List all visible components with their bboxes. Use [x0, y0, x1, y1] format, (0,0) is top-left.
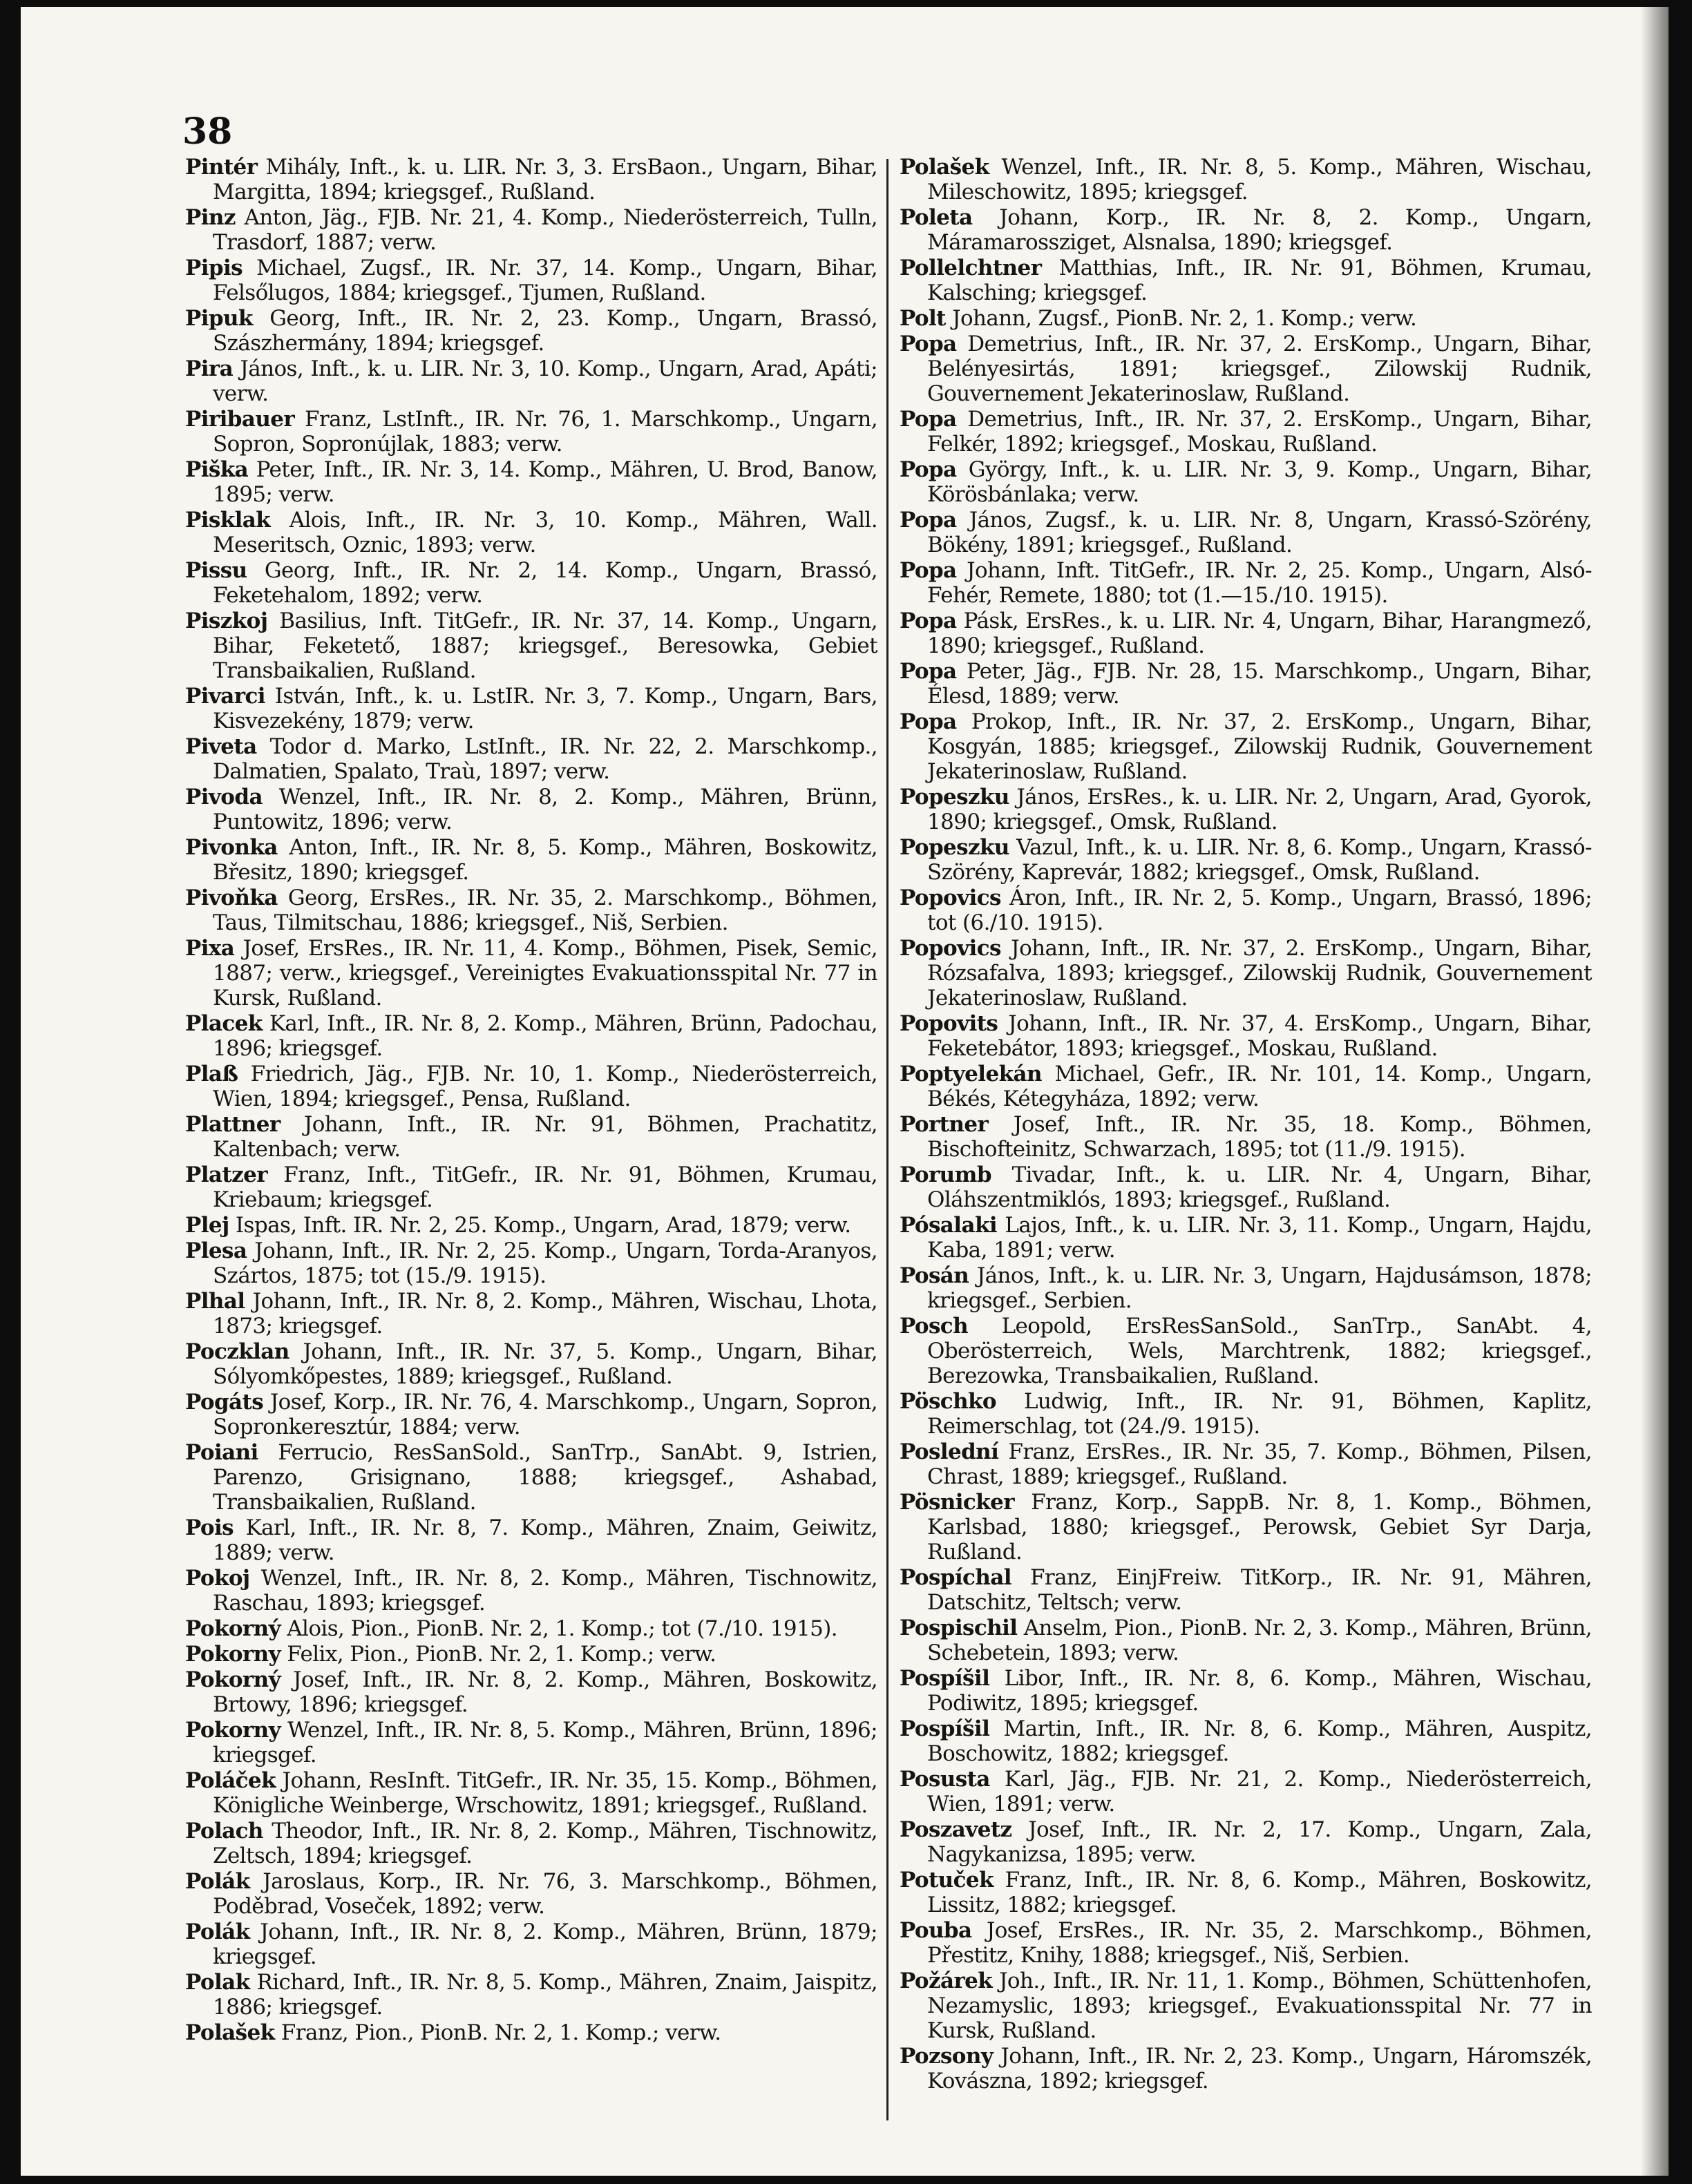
left-column — [185, 155, 877, 2046]
entry-surname: Pozsony — [900, 2044, 994, 2069]
list-entry — [900, 1969, 1592, 2043]
entry-details: Johann, Zugsf., PionB. Nr. 2, 1. Komp.; verw. — [945, 306, 1417, 331]
entry-details: Anselm, Pion., PionB. Nr. 2, 3. Komp., Mähren, Brünn, Schebetein, 1893; verw. — [927, 1616, 1592, 1665]
list-entry — [185, 457, 877, 507]
entry-details: Wenzel, Inft., IR. Nr. 8, 5. Komp., Mähren, Brünn, 1896; kriegsgef. — [213, 1718, 877, 1768]
entry-surname: Poszavetz — [900, 1817, 1012, 1842]
entry-details: Karl, Jäg., FJB. Nr. 21, 2. Komp., Niederösterreich, Wien, 1891; verw. — [927, 1767, 1592, 1817]
entry-surname: Pospíchal — [900, 1565, 1011, 1590]
entry-surname: Pipis — [185, 256, 243, 280]
entry-surname: Piszkoj — [185, 609, 268, 633]
entry-surname: Platzer — [185, 1162, 267, 1187]
list-entry — [185, 1213, 877, 1238]
entry-details: Mihály, Inft., k. u. LIR. Nr. 3, 3. ErsBaon., Ungarn, Bihar, Margitta, 1894; kriegsgef., Rußland. — [213, 155, 877, 204]
entry-surname: Poláček — [185, 1768, 276, 1793]
list-entry — [185, 885, 877, 935]
entry-surname: Popa — [900, 457, 957, 482]
entry-details: Josef, ErsRes., IR. Nr. 35, 2. Marschkomp., Böhmen, Přestitz, Knihy, 1888; kriegsgef., Niš, Serbien. — [927, 1918, 1592, 1968]
entry-surname: Pösnicker — [900, 1490, 1014, 1515]
list-entry — [900, 1162, 1592, 1212]
list-entry — [900, 2044, 1592, 2094]
list-entry — [900, 1565, 1592, 1615]
entry-surname: Popovics — [900, 885, 1001, 910]
entry-details: Franz, Inft., TitGefr., IR. Nr. 91, Böhmen, Krumau, Kriebaum; kriegsgef. — [213, 1162, 877, 1212]
entry-surname: Pipuk — [185, 306, 253, 331]
entry-surname: Popa — [900, 508, 957, 533]
entry-details: Johann, Inft., IR. Nr. 8, 2. Komp., Mähren, Brünn, 1879; kriegsgef. — [213, 1919, 877, 1969]
list-entry — [900, 1439, 1592, 1489]
entry-surname: Plej — [185, 1213, 229, 1238]
list-entry — [185, 835, 877, 885]
entry-surname: Popa — [900, 609, 957, 633]
list-entry — [900, 1616, 1592, 1665]
entry-surname: Popa — [900, 332, 957, 356]
entry-surname: Pokoj — [185, 1566, 250, 1591]
list-entry — [185, 1515, 877, 1565]
entry-surname: Plaß — [185, 1062, 238, 1086]
entry-details: Franz, ErsRes., IR. Nr. 35, 7. Komp., Böhmen, Pilsen, Chrast, 1889; kriegsgef., Rußland. — [927, 1439, 1592, 1489]
list-entry — [900, 1263, 1592, 1313]
list-entry — [900, 508, 1592, 557]
entry-surname: Plhal — [185, 1289, 245, 1314]
entry-details: Peter, Inft., IR. Nr. 3, 14. Komp., Mähren, U. Brod, Banow, 1895; verw. — [213, 457, 877, 507]
list-entry — [185, 1062, 877, 1111]
entry-details: Matthias, Inft., IR. Nr. 91, Böhmen, Krumau, Kalsching; kriegsgef. — [927, 256, 1592, 305]
entry-details: Johann, Inft. TitGefr., IR. Nr. 2, 25. Komp., Ungarn, Alsó-Fehér, Remete, 1880; tot (1.—15./10. 1915). — [927, 558, 1592, 608]
entry-details: Franz, EinjFreiw. TitKorp., IR. Nr. 91, Mähren, Datschitz, Teltsch; verw. — [927, 1565, 1592, 1615]
list-entry — [185, 1819, 877, 1868]
list-entry — [900, 155, 1592, 204]
entry-surname: Posán — [900, 1263, 969, 1288]
list-entry — [185, 1718, 877, 1768]
list-entry — [900, 1716, 1592, 1766]
entry-details: György, Inft., k. u. LIR. Nr. 3, 9. Komp., Ungarn, Bihar, Körösbánlaka; verw. — [927, 457, 1592, 507]
list-entry — [185, 407, 877, 457]
entry-details: Georg, Inft., IR. Nr. 2, 23. Komp., Ungarn, Brassó, Szászhermány, 1894; kriegsgef. — [213, 306, 877, 356]
entry-surname: Popovits — [900, 1011, 998, 1036]
entry-surname: Piška — [185, 457, 249, 482]
entry-surname: Pivoňka — [185, 885, 278, 910]
list-entry — [185, 936, 877, 1010]
entry-details: Pásk, ErsRes., k. u. LIR. Nr. 4, Ungarn, Bihar, Harangmező, 1890; kriegsgef., Rußland. — [927, 609, 1592, 658]
entry-surname: Polak — [185, 1970, 250, 1995]
entry-surname: Popeszku — [900, 835, 1009, 860]
entry-surname: Polt — [900, 306, 946, 331]
entry-details: Anton, Inft., IR. Nr. 8, 5. Komp., Mähren, Boskowitz, Břesitz, 1890; kriegsgef. — [213, 835, 877, 885]
entry-surname: Pixa — [185, 936, 235, 961]
list-entry — [900, 332, 1592, 406]
entry-details: Demetrius, Inft., IR. Nr. 37, 2. ErsKomp., Ungarn, Bihar, Belényesirtás, 1891; kriegsgef., Zilowskij Rudnik, Gouvernement Jekaterinoslaw, Rußland. — [927, 332, 1592, 406]
entry-details: Vazul, Inft., k. u. LIR. Nr. 8, 6. Komp., Ungarn, Krassó-Szörény, Kaprevár, 1882; kriegsgef., Omsk, Rußland. — [927, 835, 1592, 885]
list-entry — [900, 785, 1592, 834]
entry-surname: Popovics — [900, 936, 1001, 961]
entry-details: Peter, Jäg., FJB. Nr. 28, 15. Marschkomp., Ungarn, Bihar, Élesd, 1889; verw. — [927, 659, 1592, 709]
list-entry — [900, 1767, 1592, 1817]
entry-details: Tivadar, Inft., k. u. LIR. Nr. 4, Ungarn, Bihar, Oláhszentmiklós, 1893; kriegsgef., Rußland. — [927, 1162, 1592, 1212]
list-entry — [185, 1011, 877, 1061]
list-entry — [900, 205, 1592, 255]
entry-details: Lajos, Inft., k. u. LIR. Nr. 3, 11. Komp., Ungarn, Hajdu, Kaba, 1891; verw. — [927, 1213, 1592, 1263]
list-entry — [900, 1011, 1592, 1061]
entry-details: Josef, Korp., IR. Nr. 76, 4. Marschkomp., Ungarn, Sopron, Sopronkeresztúr, 1884; verw. — [213, 1390, 877, 1439]
entry-surname: Poczklan — [185, 1339, 289, 1364]
entry-surname: Polašek — [900, 155, 989, 180]
entry-details: János, ErsRes., k. u. LIR. Nr. 2, Ungarn, Arad, Gyorok, 1890; kriegsgef., Omsk, Rußland. — [927, 785, 1592, 834]
list-entry — [185, 785, 877, 834]
list-entry — [900, 885, 1592, 935]
entry-surname: Pokorny — [185, 1642, 281, 1667]
entry-surname: Polašek — [185, 2020, 275, 2045]
entry-details: Michael, Gefr., IR. Nr. 101, 14. Komp., Ungarn, Békés, Kétegyháza, 1892; verw. — [927, 1062, 1592, 1111]
entry-surname: Piribauer — [185, 407, 295, 432]
list-entry — [185, 558, 877, 608]
entry-surname: Popa — [900, 709, 957, 734]
entry-details: Ispas, Inft. IR. Nr. 2, 25. Komp., Ungarn, Arad, 1879; verw. — [229, 1213, 851, 1238]
entry-details: János, Zugsf., k. u. LIR. Nr. 8, Ungarn, Krassó-Szörény, Bökény, 1891; kriegsgef., Rußland. — [927, 508, 1592, 557]
entry-surname: Popa — [900, 558, 957, 583]
list-entry — [900, 306, 1592, 331]
entry-surname: Posusta — [900, 1767, 990, 1792]
entry-details: Johann, ResInft. TitGefr., IR. Nr. 35, 15. Komp., Böhmen, Königliche Weinberge, Wrschowitz, 1891; kriegsgef., Rußland. — [213, 1768, 877, 1818]
list-entry — [900, 1213, 1592, 1263]
entry-details: Franz, Korp., SappB. Nr. 8, 1. Komp., Böhmen, Karlsbad, 1880; kriegsgef., Perowsk, Gebiet Syr Darja, Rußland. — [927, 1490, 1592, 1564]
entry-details: Franz, LstInft., IR. Nr. 76, 1. Marschkomp., Ungarn, Sopron, Sopronújlak, 1883; verw. — [213, 407, 877, 457]
scanned-page — [21, 7, 1669, 2176]
list-entry — [185, 1970, 877, 2020]
entry-details: Johann, Inft., IR. Nr. 37, 5. Komp., Ungarn, Bihar, Sólyomkőpestes, 1889; kriegsgef., Rußland. — [213, 1339, 877, 1389]
entry-surname: Potuček — [900, 1868, 994, 1893]
list-entry — [900, 1817, 1592, 1867]
list-entry — [185, 1768, 877, 1818]
right-column — [900, 155, 1592, 2094]
list-entry — [185, 1667, 877, 1717]
entry-details: Josef, Inft., IR. Nr. 8, 2. Komp., Mähren, Boskowitz, Brtowy, 1896; kriegsgef. — [213, 1667, 877, 1717]
list-entry — [185, 1390, 877, 1439]
entry-details: Johann, Inft., IR. Nr. 2, 23. Komp., Ungarn, Háromszék, Kovászna, 1892; kriegsgef. — [927, 2044, 1592, 2094]
entry-details: Todor d. Marko, LstInft., IR. Nr. 22, 2. Marschkomp., Dalmatien, Spalato, Traù, 1897; verw. — [213, 734, 877, 784]
list-entry — [185, 1289, 877, 1339]
list-entry — [185, 1162, 877, 1212]
entry-surname: Pira — [185, 356, 234, 381]
list-entry — [185, 356, 877, 406]
entry-surname: Pokorny — [185, 1718, 281, 1743]
entry-details: Basilius, Inft. TitGefr., IR. Nr. 37, 14. Komp., Ungarn, Bihar, Feketető, 1887; kriegsgef., Beresowka, Gebiet Transbaikalien, Rußland. — [213, 609, 877, 683]
page-edge-shadow — [1641, 7, 1669, 2176]
entry-surname: Pogáts — [185, 1390, 264, 1415]
entry-surname: Popa — [900, 407, 957, 432]
entry-details: Ferrucio, ResSanSold., SanTrp., SanAbt. 9, Istrien, Parenzo, Grisignano, 1888; kriegsgef., Ashabad, Transbaikalien, Rußland. — [213, 1440, 877, 1515]
list-entry — [900, 407, 1592, 457]
entry-details: Felix, Pion., PionB. Nr. 2, 1. Komp.; verw. — [281, 1642, 716, 1667]
entry-details: Theodor, Inft., IR. Nr. 8, 2. Komp., Mähren, Tischnowitz, Zeltsch, 1894; kriegsgef. — [213, 1819, 877, 1868]
list-entry — [185, 1238, 877, 1288]
list-entry — [185, 205, 877, 255]
list-entry — [900, 1868, 1592, 1917]
entry-details: Áron, Inft., IR. Nr. 2, 5. Komp., Ungarn, Brassó, 1896; tot (6./10. 1915). — [927, 885, 1592, 935]
entry-details: Wenzel, Inft., IR. Nr. 8, 2. Komp., Mähren, Tischnowitz, Raschau, 1893; kriegsgef. — [213, 1566, 877, 1616]
entry-details: Jaroslaus, Korp., IR. Nr. 76, 3. Marschkomp., Böhmen, Poděbrad, Voseček, 1892; verw. — [213, 1869, 877, 1919]
list-entry — [185, 1112, 877, 1162]
entry-details: Demetrius, Inft., IR. Nr. 37, 2. ErsKomp., Ungarn, Bihar, Felkér, 1892; kriegsgef., Moskau, Rußland. — [927, 407, 1592, 457]
entry-surname: Pospischil — [900, 1616, 1018, 1640]
entry-surname: Polák — [185, 1919, 250, 1944]
entry-details: Johann, Inft., IR. Nr. 8, 2. Komp., Mähren, Wischau, Lhota, 1873; kriegsgef. — [213, 1289, 877, 1339]
list-entry — [900, 936, 1592, 1010]
entry-surname: Porumb — [900, 1162, 991, 1187]
list-entry — [185, 256, 877, 305]
list-entry — [900, 1112, 1592, 1162]
list-entry — [185, 684, 877, 734]
list-entry — [900, 1666, 1592, 1716]
list-entry — [900, 457, 1592, 507]
list-entry — [900, 1062, 1592, 1111]
entry-surname: Pinz — [185, 205, 236, 230]
entry-details: Karl, Inft., IR. Nr. 8, 7. Komp., Mähren, Znaim, Geiwitz, 1889; verw. — [213, 1515, 877, 1565]
list-entry — [185, 1339, 877, 1389]
list-entry — [185, 2020, 877, 2045]
list-entry — [185, 1869, 877, 1919]
entry-surname: Pokorný — [185, 1616, 281, 1641]
list-entry — [185, 508, 877, 557]
entry-details: Georg, ErsRes., IR. Nr. 35, 2. Marschkomp., Böhmen, Taus, Tilmitschau, 1886; kriegsgef., Niš, Serbien. — [213, 885, 877, 935]
entry-surname: Posch — [900, 1314, 969, 1339]
list-entry — [900, 256, 1592, 305]
entry-details: Franz, Pion., PionB. Nr. 2, 1. Komp.; verw. — [274, 2020, 721, 2045]
entry-details: János, Inft., k. u. LIR. Nr. 3, Ungarn, Hajdusámson, 1878; kriegsgef., Serbien. — [927, 1263, 1592, 1313]
entry-surname: Polach — [185, 1819, 263, 1843]
entry-details: Anton, Jäg., FJB. Nr. 21, 4. Komp., Niederösterreich, Tulln, Trasdorf, 1887; verw. — [213, 205, 877, 255]
entry-surname: Poleta — [900, 205, 973, 230]
entry-details: Johann, Inft., IR. Nr. 37, 2. ErsKomp., Ungarn, Bihar, Rózsafalva, 1893; kriegsgef., Zilowskij Rudnik, Gouvernement Jekaterinoslaw, Rußland. — [927, 936, 1592, 1010]
list-entry — [185, 1566, 877, 1616]
entry-details: Prokop, Inft., IR. Nr. 37, 2. ErsKomp., Ungarn, Bihar, Kosgyán, 1885; kriegsgef., Zilowskij Rudnik, Gouvernement Jekaterinoslaw, Rußland. — [927, 709, 1592, 784]
entry-details: Alois, Inft., IR. Nr. 3, 10. Komp., Mähren, Wall. Meseritsch, Oznic, 1893; verw. — [213, 508, 877, 557]
entry-surname: Portner — [900, 1112, 989, 1137]
list-entry — [900, 1490, 1592, 1564]
list-entry — [185, 734, 877, 784]
entry-surname: Pósalaki — [900, 1213, 998, 1238]
entry-surname: Pivarci — [185, 684, 265, 709]
entry-surname: Pospíšil — [900, 1666, 990, 1691]
entry-details: Ludwig, Inft., IR. Nr. 91, Böhmen, Kaplitz, Reimerschlag, tot (24./9. 1915). — [927, 1389, 1592, 1439]
entry-surname: Pouba — [900, 1918, 972, 1943]
entry-surname: Pivoda — [185, 785, 263, 810]
list-entry — [900, 1314, 1592, 1388]
entry-details: Franz, Inft., IR. Nr. 8, 6. Komp., Mähren, Boskowitz, Lissitz, 1882; kriegsgef. — [927, 1868, 1592, 1917]
entry-details: János, Inft., k. u. LIR. Nr. 3, 10. Komp., Ungarn, Arad, Apáti; verw. — [213, 356, 877, 406]
list-entry — [900, 1918, 1592, 1968]
list-entry — [900, 835, 1592, 885]
column-divider — [886, 159, 888, 2120]
entry-details: Libor, Inft., IR. Nr. 8, 6. Komp., Mähren, Wischau, Podiwitz, 1895; kriegsgef. — [927, 1666, 1592, 1716]
list-entry — [900, 709, 1592, 784]
entry-surname: Popeszku — [900, 785, 1009, 810]
entry-surname: Pisklak — [185, 508, 271, 533]
entry-surname: Polák — [185, 1869, 250, 1894]
list-entry — [185, 1919, 877, 1969]
entry-surname: Pospíšil — [900, 1716, 990, 1741]
entry-surname: Pöschko — [900, 1389, 996, 1414]
list-entry — [900, 609, 1592, 658]
entry-surname: Požárek — [900, 1969, 993, 1993]
list-entry — [900, 659, 1592, 709]
entry-details: Wenzel, Inft., IR. Nr. 8, 5. Komp., Mähren, Wischau, Mileschowitz, 1895; kriegsgef. — [927, 155, 1592, 204]
list-entry — [185, 155, 877, 204]
entry-surname: Piveta — [185, 734, 257, 759]
entry-details: Johann, Korp., IR. Nr. 8, 2. Komp., Ungarn, Máramarossziget, Alsnalsa, 1890; kriegsgef. — [927, 205, 1592, 255]
entry-details: Johann, Inft., IR. Nr. 2, 25. Komp., Ungarn, Torda-Aranyos, Szártos, 1875; tot (15./9. 1915). — [213, 1238, 877, 1288]
entry-details: Georg, Inft., IR. Nr. 2, 14. Komp., Ungarn, Brassó, Feketehalom, 1892; verw. — [213, 558, 877, 608]
list-entry — [185, 609, 877, 683]
entry-details: Josef, Inft., IR. Nr. 2, 17. Komp., Ungarn, Zala, Nagykanizsa, 1895; verw. — [927, 1817, 1592, 1867]
list-entry — [900, 1389, 1592, 1439]
entry-details: Josef, ErsRes., IR. Nr. 11, 4. Komp., Böhmen, Pisek, Semic, 1887; verw., kriegsgef., Vereinigtes Evakuationsspital Nr. 77 in Kursk, Rußland. — [213, 936, 877, 1010]
entry-surname: Pivonka — [185, 835, 278, 860]
entry-details: Josef, Inft., IR. Nr. 35, 18. Komp., Böhmen, Bischofteinitz, Schwarzach, 1895; tot (11./9. 1915). — [927, 1112, 1592, 1162]
entry-details: Richard, Inft., IR. Nr. 8, 5. Komp., Mähren, Znaim, Jaispitz, 1886; kriegsgef. — [213, 1970, 877, 2020]
entry-details: Martin, Inft., IR. Nr. 8, 6. Komp., Mähren, Auspitz, Boschowitz, 1882; kriegsgef. — [927, 1716, 1592, 1766]
entry-surname: Pissu — [185, 558, 247, 583]
entry-surname: Popa — [900, 659, 957, 684]
entry-details: Alois, Pion., PionB. Nr. 2, 1. Komp.; tot (7./10. 1915). — [281, 1616, 838, 1641]
entry-surname: Poiani — [185, 1440, 258, 1465]
list-entry — [185, 1642, 877, 1667]
page-number: 38 — [182, 111, 233, 153]
entry-surname: Pollelchtner — [900, 256, 1042, 280]
entry-surname: Placek — [185, 1011, 263, 1036]
entry-surname: Poptyelekán — [900, 1062, 1042, 1086]
entry-details: Joh., Inft., IR. Nr. 11, 1. Komp., Böhmen, Schüttenhofen, Nezamyslic, 1893; kriegsgef., Evakuationsspital Nr. 77 in Kursk, Rußland. — [927, 1969, 1592, 2043]
list-entry — [900, 558, 1592, 608]
entry-details: Leopold, ErsResSanSold., SanTrp., SanAbt. 4, Oberösterreich, Wels, Marchtrenk, 1882; kriegsgef., Berezowka, Transbaikalien, Rußland. — [927, 1314, 1592, 1388]
entry-surname: Plattner — [185, 1112, 281, 1137]
entry-surname: Pokorný — [185, 1667, 281, 1692]
entry-details: Johann, Inft., IR. Nr. 37, 4. ErsKomp., Ungarn, Bihar, Feketebátor, 1893; kriegsgef., Moskau, Rußland. — [927, 1011, 1592, 1061]
entry-details: István, Inft., k. u. LstIR. Nr. 3, 7. Komp., Ungarn, Bars, Kisvezekény, 1879; verw. — [213, 684, 877, 734]
entry-surname: Plesa — [185, 1238, 247, 1263]
list-entry — [185, 306, 877, 356]
entry-surname: Pintér — [185, 155, 258, 180]
entry-surname: Poslední — [900, 1439, 999, 1464]
entry-surname: Pois — [185, 1515, 234, 1540]
list-entry — [185, 1616, 877, 1641]
entry-details: Friedrich, Jäg., FJB. Nr. 10, 1. Komp., Niederösterreich, Wien, 1894; kriegsgef., Pensa, Rußland. — [213, 1062, 877, 1111]
entry-details: Wenzel, Inft., IR. Nr. 8, 2. Komp., Mähren, Brünn, Puntowitz, 1896; verw. — [213, 785, 877, 834]
entry-details: Michael, Zugsf., IR. Nr. 37, 14. Komp., Ungarn, Bihar, Felsőlugos, 1884; kriegsgef., Tjumen, Rußland. — [213, 256, 877, 305]
list-entry — [185, 1440, 877, 1515]
entry-details: Karl, Inft., IR. Nr. 8, 2. Komp., Mähren, Brünn, Padochau, 1896; kriegsgef. — [213, 1011, 877, 1061]
entry-details: Johann, Inft., IR. Nr. 91, Böhmen, Prachatitz, Kaltenbach; verw. — [213, 1112, 877, 1162]
